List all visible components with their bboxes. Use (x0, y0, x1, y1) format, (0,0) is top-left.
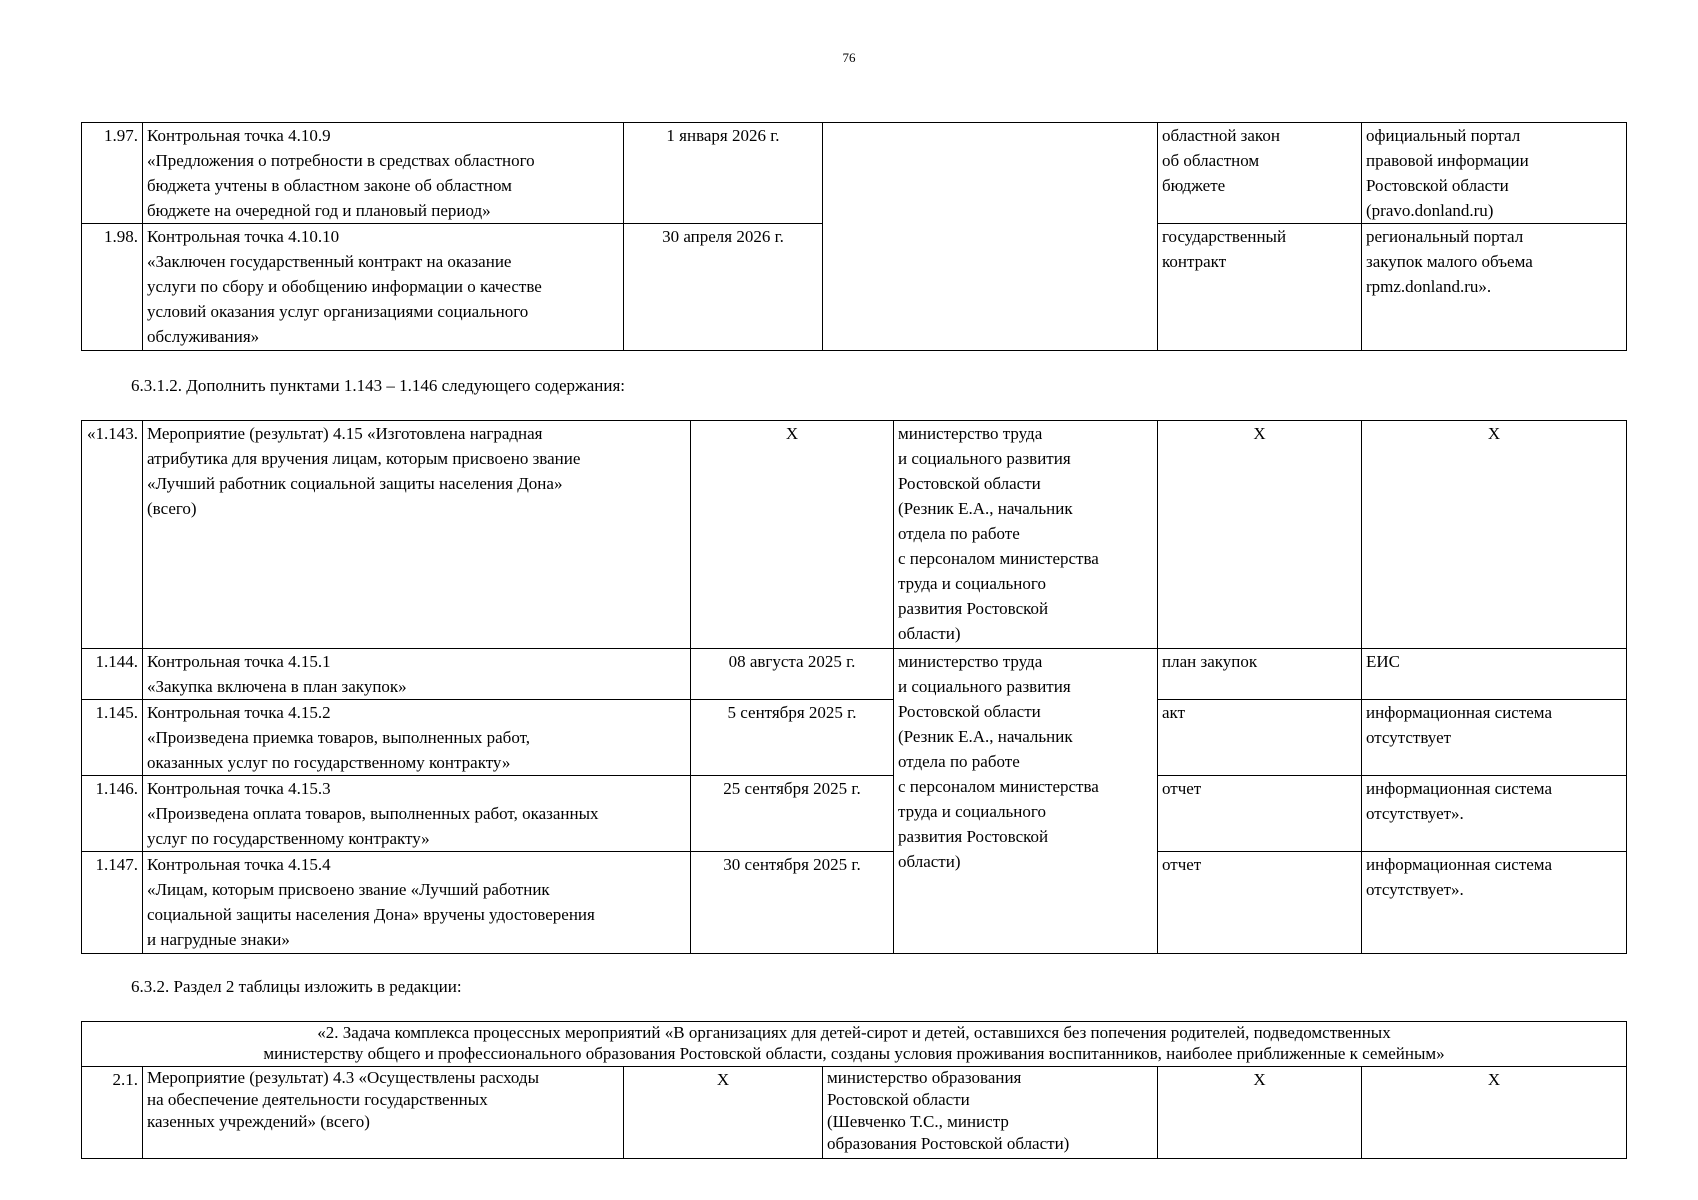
row-source: региональный портал закупок малого объема rpmz.donland.ru». (1362, 224, 1627, 351)
row-responsible: министерство образования Ростовской области (Шевченко Т.С., министр образования Ростовской области) (823, 1067, 1158, 1159)
section-header-row (82, 1022, 1627, 1067)
section-header: «2. Задача комплекса процессных мероприятий «В организациях для детей-сирот и детей, оставшихся без попечения родителей, подведомственных министерству общего и профессионального образования Ростовской области, созданы условия проживания воспитанников, наиболее приближенные к семейным» (82, 1022, 1627, 1067)
row-date: 1 января 2026 г. (624, 123, 823, 224)
row-responsible-merged: министерство труда и социального развития Ростовской области (Резник Е.А., начальник отдела по работе с персоналом министерства труда и социального развития Ростовской области) (894, 649, 1158, 954)
page-number: 76 (842, 50, 856, 65)
table-row (82, 852, 1627, 954)
row-date: 5 сентября 2025 г. (691, 700, 894, 776)
row-description: Контрольная точка 4.15.1 «Закупка включена в план закупок» (143, 649, 691, 700)
row-date: 30 сентября 2025 г. (691, 852, 894, 954)
row-description: Контрольная точка 4.15.4 «Лицам, которым присвоено звание «Лучший работник социальной защиты населения Дона» вручены удостоверения и нагрудные знаки» (143, 852, 691, 954)
row-document: отчет (1158, 776, 1362, 852)
row-description: Мероприятие (результат) 4.15 «Изготовлена наградная атрибутика для вручения лицам, которым присвоено звание «Лучший работник социальной защиты населения Дона» (всего) (143, 421, 691, 649)
row-source: официальный портал правовой информации Ростовской области (pravo.donland.ru) (1362, 123, 1627, 224)
row-source: ЕИС (1362, 649, 1627, 700)
row-date: 30 апреля 2026 г. (624, 224, 823, 351)
table-row (82, 649, 1627, 700)
row-responsible: министерство труда и социального развития Ростовской области (Резник Е.А., начальник отдела по работе с персоналом министерства труда и социального развития Ростовской области) (894, 421, 1158, 649)
paragraph-6-3-2: 6.3.2. Раздел 2 таблицы изложить в редакции: (131, 977, 462, 996)
row-number: 1.144. (82, 649, 143, 700)
row-document: план закупок (1158, 649, 1362, 700)
table-row (82, 421, 1627, 649)
row-description: Контрольная точка 4.10.9 «Предложения о потребности в средствах областного бюджета учтены в областном законе об областном бюджете на очередной год и плановый период» (143, 123, 624, 224)
responsible-cell-empty (823, 123, 1158, 351)
row-number: 2.1. (82, 1067, 143, 1159)
table-control-points-4-15 (81, 420, 1627, 954)
row-date: 08 августа 2025 г. (691, 649, 894, 700)
row-document: областной закон об областном бюджете (1158, 123, 1362, 224)
row-source: X (1362, 421, 1627, 649)
table-control-points-4-10 (81, 122, 1627, 351)
row-description: Контрольная точка 4.15.3 «Произведена оплата товаров, выполненных работ, оказанных услуг по государственному контракту» (143, 776, 691, 852)
row-date: X (624, 1067, 823, 1159)
row-date: 25 сентября 2025 г. (691, 776, 894, 852)
table-section-2 (81, 1021, 1627, 1159)
row-document: X (1158, 421, 1362, 649)
table-row (82, 1067, 1627, 1159)
row-source: X (1362, 1067, 1627, 1159)
row-number: 1.97. (82, 123, 143, 224)
row-document: государственный контракт (1158, 224, 1362, 351)
row-source: информационная система отсутствует». (1362, 776, 1627, 852)
row-date: X (691, 421, 894, 649)
row-number: 1.147. (82, 852, 143, 954)
row-source: информационная система отсутствует». (1362, 852, 1627, 954)
row-source: информационная система отсутствует (1362, 700, 1627, 776)
row-document: акт (1158, 700, 1362, 776)
table-row (82, 700, 1627, 776)
table-row (82, 776, 1627, 852)
row-document: X (1158, 1067, 1362, 1159)
row-description: Контрольная точка 4.15.2 «Произведена приемка товаров, выполненных работ, оказанных услуг по государственному контракту» (143, 700, 691, 776)
row-number: 1.146. (82, 776, 143, 852)
row-description: Контрольная точка 4.10.10 «Заключен государственный контракт на оказание услуги по сбору и обобщению информации о качестве условий оказания услуг организациями социального обслуживания» (143, 224, 624, 351)
row-number: 1.145. (82, 700, 143, 776)
paragraph-6-3-1-2: 6.3.1.2. Дополнить пунктами 1.143 – 1.146 следующего содержания: (131, 376, 626, 395)
row-number: 1.98. (82, 224, 143, 351)
row-document: отчет (1158, 852, 1362, 954)
row-number: «1.143. (82, 421, 143, 649)
row-description: Мероприятие (результат) 4.3 «Осуществлены расходы на обеспечение деятельности государственных казенных учреждений» (всего) (143, 1067, 624, 1159)
table-row (82, 123, 1627, 224)
